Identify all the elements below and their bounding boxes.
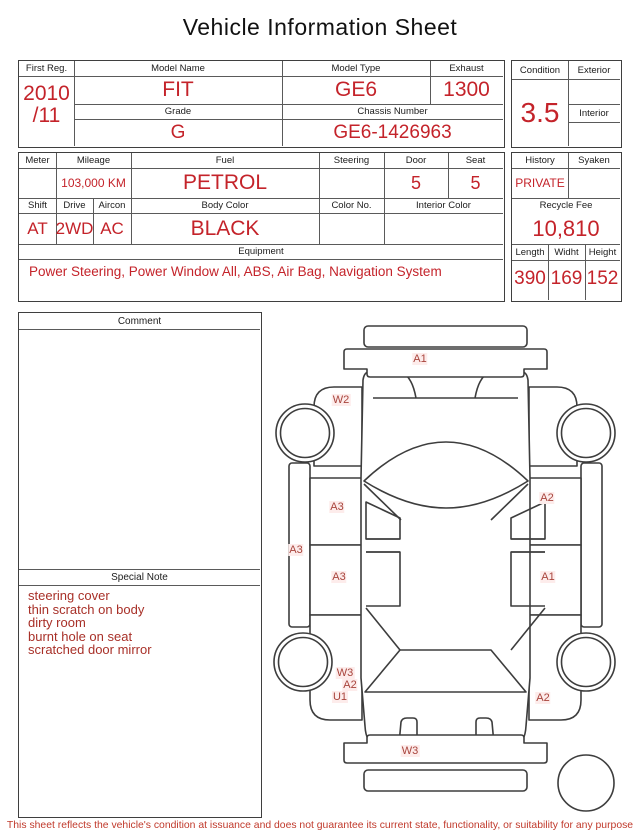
- damage-label-left-rocker: A3: [289, 544, 303, 556]
- vehicle-identity-table: [18, 60, 505, 148]
- damage-label-lr-fender-2: A2: [343, 679, 357, 691]
- aircon-value: AC: [100, 218, 124, 238]
- height-label: Height: [588, 246, 617, 258]
- comment-value: [19, 329, 260, 569]
- door-value: 5: [410, 172, 421, 193]
- interior-color-value: [384, 213, 503, 244]
- damage-label-lr-door: A3: [332, 571, 346, 583]
- special-note-line: scratched door mirror: [28, 642, 152, 657]
- chassis-number-value: GE6-1426963: [333, 121, 452, 143]
- left-rear-wheel: [274, 633, 332, 691]
- special-note-line: thin scratch on body: [28, 601, 145, 617]
- first-reg-value: [19, 83, 74, 127]
- damage-label-front-bumper: A1: [413, 353, 427, 365]
- shift-value: AT: [27, 218, 48, 238]
- first-reg-label: First Reg.: [25, 63, 68, 74]
- color-no-value: [319, 213, 384, 244]
- interior-label: Interior: [579, 107, 609, 119]
- grade-value: G: [170, 121, 186, 143]
- special-note-label: Special Note: [111, 571, 168, 583]
- door-label: Door: [405, 155, 427, 166]
- damage-label-rr-fender: A2: [536, 692, 550, 704]
- right-front-wheel: [557, 404, 615, 462]
- exhaust-label: Exhaust: [449, 63, 484, 74]
- seat-value: 5: [470, 172, 481, 193]
- car-top-view-drawing: [270, 308, 640, 820]
- body-color-value: BLACK: [190, 216, 260, 240]
- length-value: 390: [514, 268, 546, 289]
- damage-label-lr-fender-3: U1: [332, 691, 348, 703]
- right-rocker-panel-shape: [581, 463, 602, 627]
- seat-label: Seat: [465, 155, 486, 166]
- comment-label: Comment: [117, 315, 162, 327]
- damage-label-lr-fender-1: W3: [336, 667, 354, 679]
- recycle-fee-value: 10,810: [532, 215, 600, 241]
- history-label: History: [525, 155, 555, 166]
- damage-label-rr-door: A1: [541, 571, 555, 583]
- disclaimer-text: This sheet reflects the vehicle's condition at issuance and does not guarantee its current state, functionality, or suitability for any purpose: [6, 820, 634, 831]
- grade-label: Grade: [164, 106, 192, 117]
- history-value: PRIVATE: [515, 176, 565, 190]
- spare-wheel: [558, 755, 614, 811]
- width-label: Widht: [554, 246, 579, 258]
- right-front-door-shape: [529, 478, 581, 545]
- syaken-label: Syaken: [578, 155, 610, 166]
- right-rear-wheel: [557, 633, 615, 691]
- syaken-value: [568, 168, 620, 198]
- front-bumper-shape: [344, 349, 547, 377]
- exterior-value: [568, 79, 620, 104]
- steering-value: [319, 168, 384, 198]
- length-label: Length: [515, 246, 545, 258]
- comment-box: [18, 312, 262, 818]
- damage-label-lf-fender: W2: [332, 394, 350, 406]
- special-note-line: burnt hole on seat: [28, 628, 133, 644]
- first-reg-year: 2010: [23, 82, 70, 105]
- recycle-fee-label: Recycle Fee: [539, 200, 593, 211]
- condition-panel: [511, 60, 622, 148]
- model-name-value: FIT: [162, 78, 194, 101]
- rear-bumper-lower-shape: [364, 770, 527, 791]
- drive-value: 2WD: [55, 218, 94, 238]
- equipment-value: Power Steering, Power Window All, ABS, Air Bag, Navigation System: [29, 264, 442, 279]
- fuel-label: Fuel: [215, 155, 235, 166]
- exhaust-value: 1300: [443, 78, 490, 101]
- damage-label-rf-door: A2: [540, 492, 554, 504]
- page-title: Vehicle Information Sheet: [182, 14, 458, 40]
- model-name-label: Model Name: [151, 63, 205, 74]
- aircon-label: Aircon: [98, 200, 126, 211]
- model-type-label: Model Type: [331, 63, 381, 74]
- height-value: 152: [586, 268, 619, 289]
- car-damage-diagram: [270, 308, 640, 820]
- first-reg-month: /11: [32, 104, 61, 127]
- equipment-label: Equipment: [238, 246, 284, 257]
- interior-value: [568, 122, 620, 146]
- meter-label: Meter: [25, 155, 50, 166]
- table-line: [19, 585, 260, 586]
- shift-label: Shift: [27, 200, 47, 211]
- front-bumper-upper-shape: [364, 326, 527, 347]
- color-no-label: Color No.: [331, 200, 372, 211]
- chassis-number-label: Chassis Number: [357, 106, 428, 117]
- model-type-value: GE6: [334, 78, 378, 101]
- fuel-value: PETROL: [182, 171, 268, 194]
- mileage-value: 103,000 KM: [61, 176, 126, 190]
- drive-label: Drive: [63, 200, 86, 211]
- body-color-label: Body Color: [201, 200, 249, 211]
- interior-color-label: Interior Color: [416, 200, 471, 211]
- mileage-label: Mileage: [76, 155, 111, 166]
- special-note-list: [28, 589, 256, 657]
- history-fee-panel: [511, 152, 622, 302]
- width-value: 169: [550, 268, 583, 289]
- steering-label: Steering: [333, 155, 370, 166]
- vehicle-spec-table: [18, 152, 505, 302]
- rear-bumper-shape: [344, 735, 547, 763]
- special-note-line: steering cover: [28, 588, 110, 603]
- meter-value: [19, 168, 56, 198]
- condition-label: Condition: [519, 64, 561, 76]
- left-front-wheel: [276, 404, 334, 462]
- special-note-line: dirty room: [28, 615, 86, 630]
- exterior-label: Exterior: [577, 64, 611, 76]
- damage-label-lf-door: A3: [330, 501, 344, 513]
- condition-score: 3.5: [520, 96, 560, 128]
- damage-label-rear-bumper: W3: [401, 745, 419, 757]
